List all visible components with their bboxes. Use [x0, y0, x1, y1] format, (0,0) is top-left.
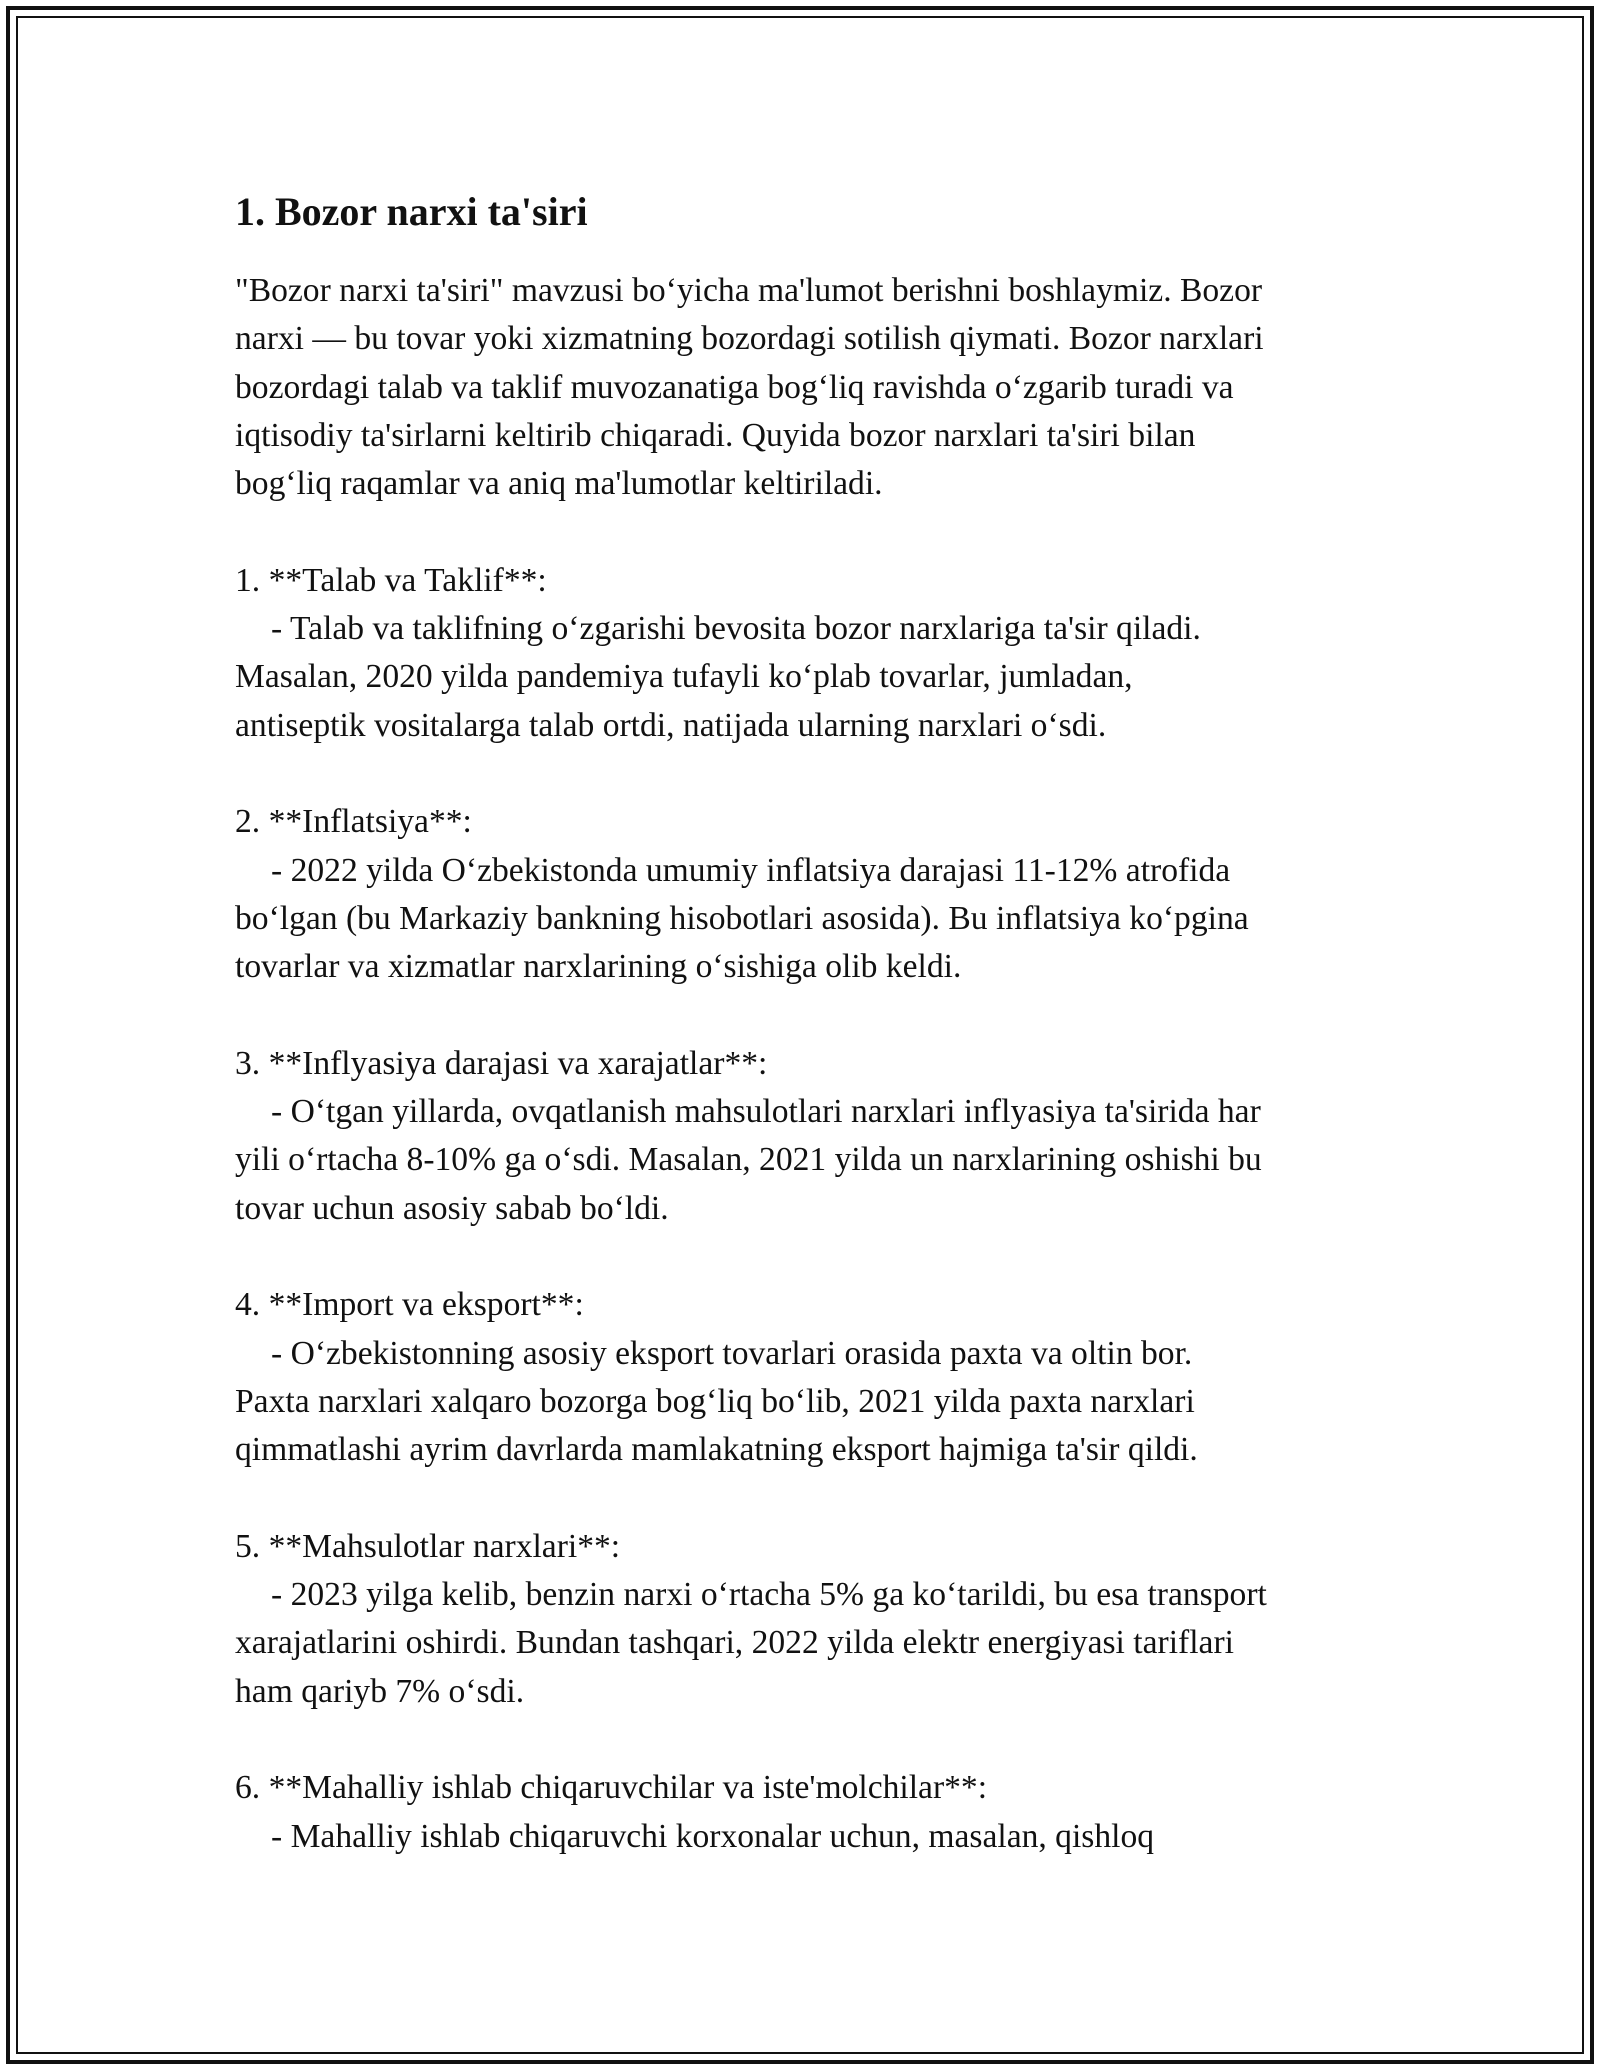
section-line: - O‘tgan yillarda, ovqatlanish mahsulotlari narxlari inflyasiya ta'sirida har [271, 1093, 1261, 1131]
section-3 [235, 1040, 1375, 1233]
section-heading: 6. **Mahalliy ishlab chiqaruvchilar va iste'molchilar**: [235, 1769, 988, 1807]
section-heading: 2. **Inflatsiya**: [235, 803, 472, 841]
section-line: Masalan, 2020 yilda pandemiya tufayli ko‘plab tovarlar, jumladan, [235, 658, 1133, 696]
section-line: qimmatlashi ayrim davrlarda mamlakatning eksport hajmiga ta'sir qildi. [235, 1431, 1198, 1469]
document-page [235, 185, 1375, 1861]
section-line: - 2022 yilda O‘zbekistonda umumiy inflatsiya darajasi 11-12% atrofida [271, 851, 1231, 889]
section-1 [235, 557, 1375, 750]
section-line: yili o‘rtacha 8-10% ga o‘sdi. Masalan, 2021 yilda un narxlarining oshishi bu [235, 1141, 1262, 1179]
section-heading: 3. **Inflyasiya darajasi va xarajatlar**: [235, 1044, 768, 1082]
section-line: Paxta narxlari xalqaro bozorga bog‘liq bo‘lib, 2021 yilda paxta narxlari [235, 1382, 1195, 1420]
document-title: 1. Bozor narxi ta'siri [235, 189, 588, 234]
section-line: tovar uchun asosiy sabab bo‘ldi. [235, 1189, 669, 1227]
intro-line: narxi — bu tovar yoki xizmatning bozordagi sotilish qiymati. Bozor narxlari [235, 320, 1264, 358]
intro-paragraph [235, 267, 1375, 508]
section-line: xarajatlarini oshirdi. Bundan tashqari, 2022 yilda elektr energiyasi tariflari [235, 1624, 1234, 1662]
section-6 [235, 1764, 1375, 1861]
section-4 [235, 1281, 1375, 1474]
section-2 [235, 798, 1375, 991]
section-line: - Talab va taklifning o‘zgarishi bevosita bozor narxlariga ta'sir qiladi. [271, 610, 1201, 648]
section-heading: 4. **Import va eksport**: [235, 1286, 584, 1324]
section-heading: 1. **Talab va Taklif**: [235, 561, 547, 599]
section-5 [235, 1523, 1375, 1716]
section-line: tovarlar va xizmatlar narxlarining o‘sishiga olib keldi. [235, 948, 962, 986]
section-line: - 2023 yilga kelib, benzin narxi o‘rtacha 5% ga ko‘tarildi, bu esa transport [271, 1576, 1267, 1614]
section-line: antiseptik vositalarga talab ortdi, natijada ularning narxlari o‘sdi. [235, 706, 1107, 744]
intro-line: bog‘liq raqamlar va aniq ma'lumotlar keltiriladi. [235, 465, 883, 503]
intro-line: bozordagi talab va taklif muvozanatiga bog‘liq ravishda o‘zgarib turadi va [235, 368, 1234, 406]
section-line: bo‘lgan (bu Markaziy bankning hisobotlari asosida). Bu inflatsiya ko‘pgina [235, 899, 1249, 937]
intro-line: iqtisodiy ta'sirlarni keltirib chiqaradi. Quyida bozor narxlari ta'siri bilan [235, 416, 1196, 454]
section-line: ham qariyb 7% o‘sdi. [235, 1672, 525, 1710]
section-line: - Mahalliy ishlab chiqaruvchi korxonalar uchun, masalan, qishloq [271, 1817, 1155, 1855]
section-heading: 5. **Mahsulotlar narxlari**: [235, 1527, 621, 1565]
section-line: - O‘zbekistonning asosiy eksport tovarlari orasida paxta va oltin bor. [271, 1334, 1193, 1372]
intro-line: "Bozor narxi ta'siri" mavzusi bo‘yicha ma'lumot berishni boshlaymiz. Bozor [235, 272, 1263, 309]
